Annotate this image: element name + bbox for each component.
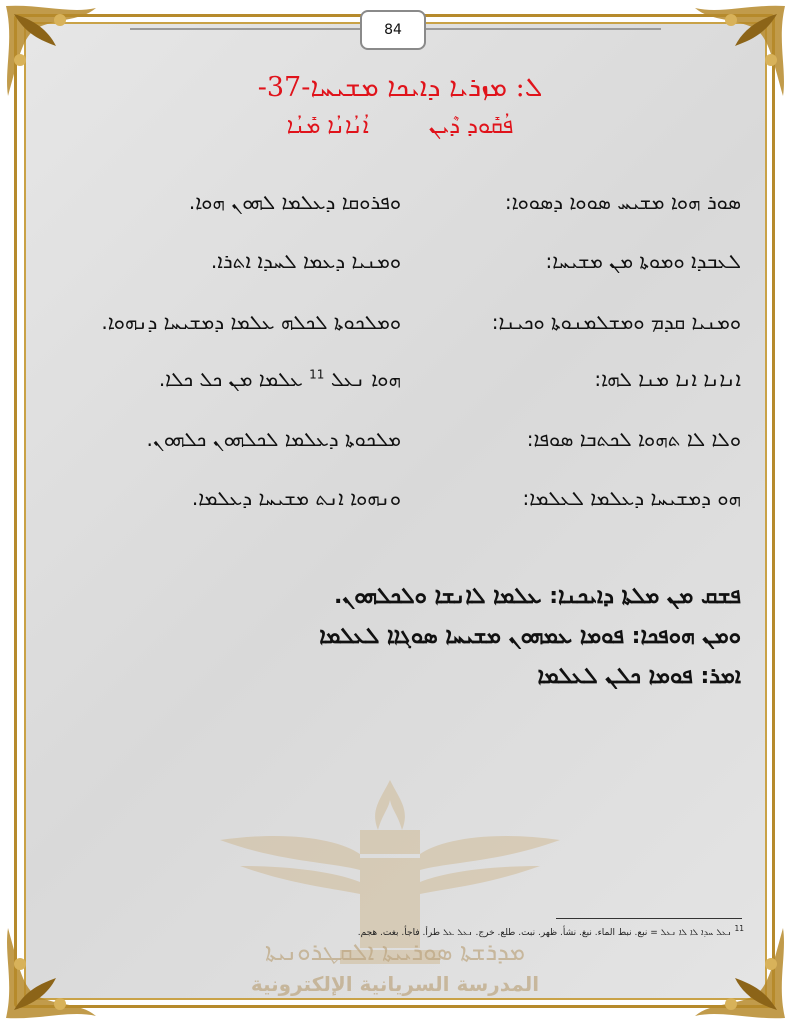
ornament-corner-icon [671,904,791,1024]
footnote-text: ܢܥܠ ܚܕܐ ܠܐ ܠܐ ܢܥܠ = نبع. نبط الماء. نبغ. نشأ. ظهر. نبت. طلع. خرج. ܢܥܠ ܥܠ طرأ. فاجأ. بغت. هجم. [357,928,732,938]
page-title: ܠ: ܡܙܪܝܐ ܕܐܝܟܐ ܡܫܝܚܐ-37- [257,72,543,103]
subtitle-left: ܐܳܢܳܐܢܳܐ ܡܺܢܳܐ [286,114,369,139]
footnote-marker: 11 [309,367,325,382]
verse-half: ܘܢܗܘܐ ܐܢܬ ܡܫܝܚܐ ܕܥܠܡܐ. [191,486,401,510]
footnote [100,924,744,938]
header-rule-right [426,28,661,30]
page-number: 84 [360,10,426,50]
watermark-syriac: ܡܕܪܫܬܐ ܣܘܪܝܝܬܐ ܐܠܩܛܪܘܢܝܬܐ [265,938,525,966]
ornament-corner-icon [671,0,791,120]
verse-line [0,486,791,520]
verse-half: ܠܥܒܕܐ ܘܡܘܬܐ ܡܢ ܡܫܝܚܐ: [545,249,741,273]
verse-half: ܘܠܐ ܠܐ ܬܗܘܐ ܠܟܬܒܐ ܣܘܦܐ: [526,427,741,451]
verse-line [0,427,791,461]
verse-line [0,249,791,283]
verse-half: ܘܡܢܝܐ ܩܕܡ ܘܡܫܠܡܢܘܬܐ ܘܟܝܢܐ: [491,310,741,334]
verse-half: ܣܘܪ ܗܘܐ ܡܫܝܚ ܣܘܘܐ ܕܣܘܘܐ: [504,190,741,214]
page-subtitle [200,114,600,139]
subtitle-right: ܦܳܩܺܘܕ ܕܶܝܢ [428,114,514,139]
watermark-arabic: المدرسة السريانية الإلكترونية [250,972,540,996]
ornament-corner-icon [0,0,120,120]
prose-line: ܐܡܪ: ܦܘܡܐ ܟܠܢ ܠܥܠܡܐ [537,664,741,689]
header-rule-left [130,28,360,30]
verse-half: ܘܡܠܟܘܬܐ ܠܟܠܗ ܥܠܡܐ ܕܡܫܝܚܐ ܕܢܗܘܐ. [101,310,401,334]
verse-half [81,367,401,391]
prose-line: ܦܫܩ ܡܢ ܡܠܬܐ ܕܐܝܟܢܐ: ܥܠܡܐ ܠܐܢܫܐ ܘܠܟܠܗܘܢ. [333,584,741,609]
verse-half: ܘܡܢܝܐ ܕܥܡܐ ܠܚܕܐ ܐܬܪܐ. [210,249,401,273]
verse-half: ܘܦܪܘܩܐ ܕܥܠܡܐ ܠܗܘܢ ܗܘܐ. [188,190,401,214]
verse-line [0,367,791,401]
verse-text: ܥܠܡܐ ܡܢ ܟܠ ܟܠܐ. [158,367,303,391]
verse-half: ܐܢܐܢܐ ܐܢܐ ܡܢܐ ܠܗܐ: [594,367,741,391]
verse-line [0,190,791,224]
prose-line: ܘܡܢ ܗܘܦܟܐ: ܦܘܡܐ ܥܡܗܘܢ ܡܫܝܚܐ ܣܘܓܐܐ ܠܥܠܡܐ [319,624,741,649]
verse-half: ܗܘ ܕܡܫܝܚܐ ܕܥܠܡܐ ܠܥܠܡܐ: [522,486,741,510]
footnote-number: 11 [734,924,744,933]
verse-half: ܡܠܟܘܬܐ ܕܥܠܡܐ ܠܟܠܗܘܢ ܟܠܗܘܢ. [146,427,401,451]
verse-line [0,310,791,344]
ornament-corner-icon [0,904,120,1024]
footnote-rule [556,918,742,919]
verse-text: ܗܘܐ ܢܥܠ [330,367,401,391]
